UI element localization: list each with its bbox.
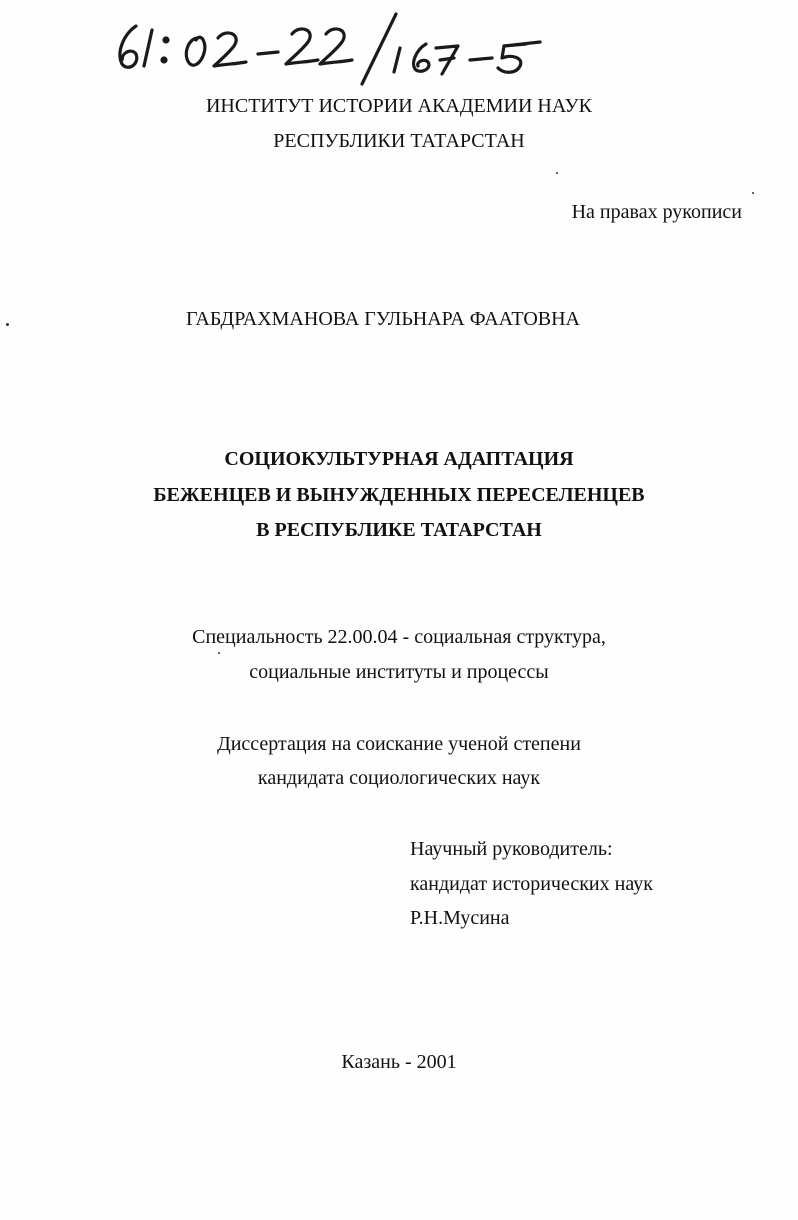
dissertation-title-line-3: В РЕСПУБЛИКЕ ТАТАРСТАН xyxy=(256,519,542,541)
supervisor-label: Научный руководитель: xyxy=(410,838,613,860)
degree-line-2: кандидата социологических наук xyxy=(257,767,541,789)
author-name: ГАБДРАХМАНОВА ГУЛЬНАРА ФААТОВНА xyxy=(186,308,580,330)
institute-line-2: РЕСПУБЛИКИ ТАТАРСТАН xyxy=(273,130,525,152)
supervisor-degree: кандидат исторических наук xyxy=(410,873,653,895)
manuscript-rights-note: На правах рукописи xyxy=(571,201,742,223)
specialty-line-2: социальные институты и процессы xyxy=(249,661,549,683)
dissertation-title-line-1: СОЦИОКУЛЬТУРНАЯ АДАПТАЦИЯ xyxy=(224,448,574,470)
handwritten-archive-code xyxy=(100,8,570,88)
scan-speck xyxy=(556,172,558,174)
dissertation-title-line-2: БЕЖЕНЦЕВ И ВЫНУЖДЕННЫХ ПЕРЕСЕЛЕНЦЕВ xyxy=(153,484,645,506)
scan-speck xyxy=(6,323,9,326)
specialty-line-1: Специальность 22.00.04 - социальная структура, xyxy=(192,626,606,648)
supervisor-name: Р.Н.Мусина xyxy=(410,907,510,929)
place-and-year: Казань - 2001 xyxy=(341,1051,457,1073)
institute-line-1: ИНСТИТУТ ИСТОРИИ АКАДЕМИИ НАУК xyxy=(205,95,593,117)
scan-speck xyxy=(752,192,754,194)
degree-line-1: Диссертация на соискание ученой степени xyxy=(217,733,581,755)
scan-speck xyxy=(218,652,220,654)
